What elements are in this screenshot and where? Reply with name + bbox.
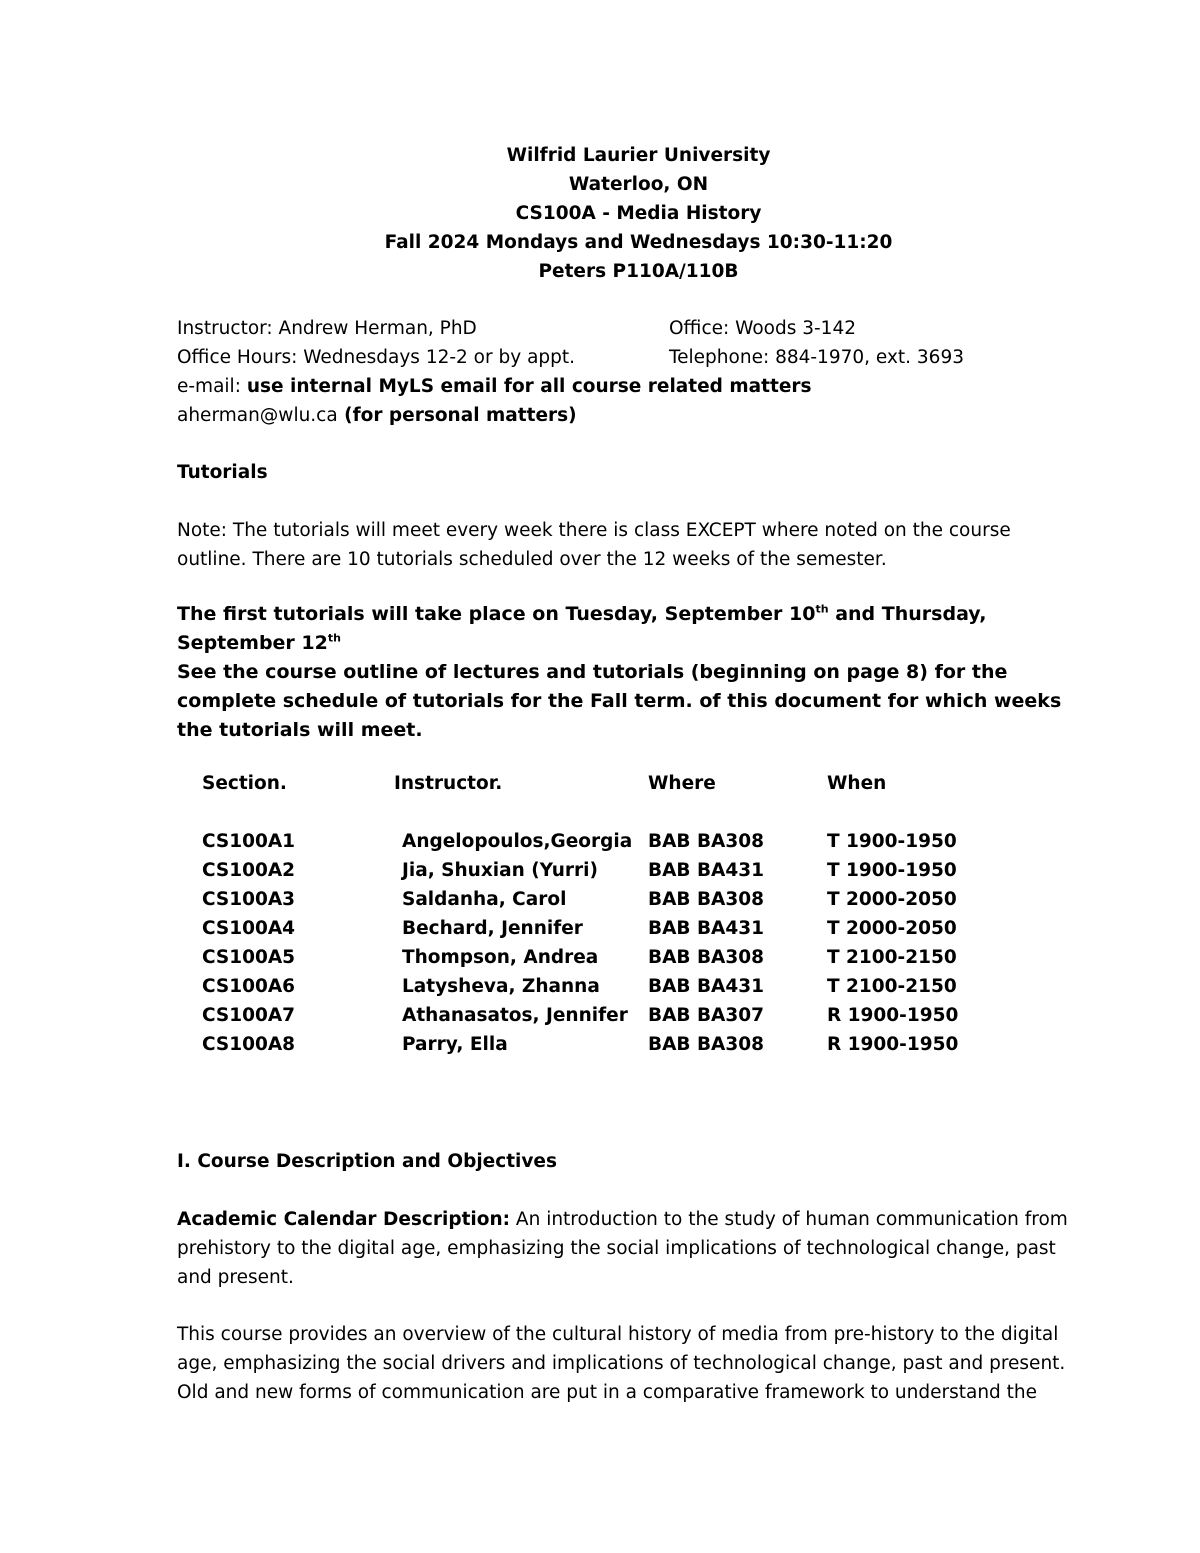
course-overview: This course provides an overview of the cultural history of media from pre-history to the digital age, emphasizing the social drivers and implications of technological change, past and present. Old and new forms of communication are put in a comparative framework to understand the	[177, 1324, 1066, 1403]
cell-when: T 2000-2050	[827, 918, 957, 939]
cell-instructor: Saldanha, Carol	[402, 889, 567, 910]
cell-section: CS100A7	[202, 1005, 296, 1026]
cell-where: BAB BA431	[648, 976, 764, 997]
cell-instructor: Latysheva, Zhanna	[402, 976, 600, 997]
cell-where: BAB BA308	[648, 889, 764, 910]
cell-where: BAB BA307	[648, 1005, 764, 1026]
cell-when: T 1900-1950	[827, 831, 957, 852]
table-row	[202, 1034, 987, 1063]
course-room: Peters P110A/110B	[538, 261, 739, 282]
header-when: When	[827, 773, 887, 794]
cell-section: CS100A4	[202, 918, 296, 939]
cell-when: T 2100-2150	[827, 976, 957, 997]
table-row	[202, 947, 987, 976]
first-tutorials-notice	[177, 600, 1077, 745]
cell-section: CS100A6	[202, 976, 296, 997]
cell-section: CS100A2	[202, 860, 296, 881]
info-row-personal-email	[177, 401, 812, 430]
cell-where: BAB BA431	[648, 918, 764, 939]
cell-section: CS100A3	[202, 889, 296, 910]
cell-where: BAB BA308	[648, 1034, 764, 1055]
course-schedule: Fall 2024 Mondays and Wednesdays 10:30-11:20	[384, 232, 893, 253]
university-name: Wilfrid Laurier University	[506, 145, 771, 166]
header-instructor: Instructor.	[394, 773, 503, 794]
tutorials-note: Note: The tutorials will meet every week there is class EXCEPT where noted on the course outline. There are 10 tutorials scheduled over the 12 weeks of the semester.	[177, 520, 1011, 570]
table-row	[202, 1005, 987, 1034]
cell-when: R 1900-1950	[827, 1034, 959, 1055]
cell-when: T 1900-1950	[827, 860, 957, 881]
instructor-info	[177, 314, 964, 430]
table-row	[202, 889, 987, 918]
table-row	[202, 831, 987, 860]
telephone: Telephone: 884-1970, ext. 3693	[669, 347, 964, 368]
cell-section: CS100A5	[202, 947, 296, 968]
cell-where: BAB BA308	[648, 947, 764, 968]
cell-instructor: Jia, Shuxian (Yurri)	[402, 860, 598, 881]
cell-instructor: Parry, Ella	[402, 1034, 508, 1055]
calendar-description-text: An introduction to the study of human communication from prehistory to the digital age, emphasizing the social implications of technological change, past and present.	[177, 1209, 1068, 1288]
info-row-hours	[177, 343, 964, 372]
cell-section: CS100A1	[202, 831, 296, 852]
cell-when: R 1900-1950	[827, 1005, 959, 1026]
info-row-instructor	[177, 314, 856, 343]
table-header-row	[202, 773, 987, 831]
course-title: CS100A - Media History	[515, 203, 762, 224]
instructor-name: Instructor: Andrew Herman, PhD	[177, 318, 477, 339]
cell-instructor: Thompson, Andrea	[402, 947, 599, 968]
table-row	[202, 976, 987, 1005]
personal-email-note: (for personal matters)	[337, 405, 577, 426]
table-row	[202, 918, 987, 947]
first-tutorials-sup1: th	[815, 602, 829, 616]
email-label: e-mail:	[177, 376, 247, 397]
course-header	[0, 141, 1200, 286]
course-description-heading: I. Course Description and Objectives	[177, 1151, 557, 1172]
tutorials-heading: Tutorials	[177, 462, 268, 483]
email-note: use internal MyLS email for all course related matters	[246, 376, 812, 397]
location: Waterloo, ON	[568, 174, 709, 195]
cell-instructor: Athanasatos, Jennifer	[402, 1005, 628, 1026]
calendar-description	[177, 1205, 1077, 1292]
header-section: Section.	[202, 773, 287, 794]
cell-when: T 2000-2050	[827, 889, 957, 910]
cell-when: T 2100-2150	[827, 947, 957, 968]
calendar-description-label: Academic Calendar Description:	[177, 1209, 511, 1230]
table-row	[202, 860, 987, 889]
cell-where: BAB BA431	[648, 860, 764, 881]
first-tutorials-sup2: th	[327, 631, 341, 645]
first-tutorials-part3: See the course outline of lectures and tutorials (beginning on page 8) for the complete schedule of tutorials for the Fall term. of this document for which weeks the tutorials will meet.	[177, 661, 1062, 741]
personal-email-link[interactable]: aherman@wlu.ca	[177, 405, 338, 426]
info-row-email	[177, 372, 812, 401]
header-where: Where	[648, 773, 716, 794]
cell-section: CS100A8	[202, 1034, 296, 1055]
cell-instructor: Angelopoulos,Georgia	[402, 831, 633, 852]
office-hours: Office Hours: Wednesdays 12-2 or by appt.	[177, 347, 576, 368]
cell-where: BAB BA308	[648, 831, 764, 852]
office-location: Office: Woods 3-142	[669, 318, 856, 339]
first-tutorials-part1: The first tutorials will take place on Tuesday, September 10	[177, 603, 816, 625]
tutorial-schedule-table	[202, 773, 987, 1063]
first-tutorials-part2: and Thursday, September 12	[177, 603, 987, 654]
cell-instructor: Bechard, Jennifer	[402, 918, 583, 939]
